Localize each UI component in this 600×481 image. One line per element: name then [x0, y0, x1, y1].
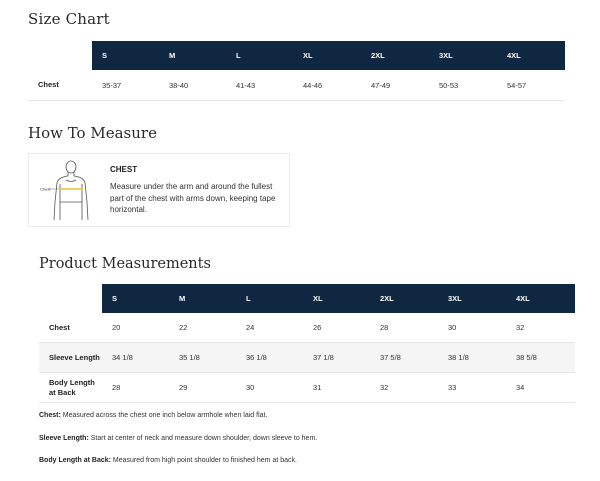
table-cell: 47-49	[361, 70, 429, 101]
product-header-row	[39, 284, 575, 313]
table-cell: 30	[236, 373, 303, 403]
table-cell: 54-57	[497, 70, 565, 101]
product-measurements-table	[39, 284, 575, 403]
header-corner	[39, 284, 102, 313]
size-header: 3XL	[438, 284, 506, 313]
table-row	[39, 313, 575, 343]
note-chest	[39, 412, 267, 419]
table-cell: 29	[169, 373, 236, 403]
size-header: XL	[303, 284, 370, 313]
table-cell: 33	[438, 373, 506, 403]
note-term: Sleeve Length:	[39, 435, 89, 442]
table-cell: 44-46	[293, 70, 361, 101]
row-label: Chest	[39, 313, 102, 343]
size-chart-table	[28, 41, 565, 101]
size-header: 2XL	[370, 284, 438, 313]
note-text: Measured across the chest one inch below armhole when laid flat.	[62, 412, 268, 419]
note-text: Start at center of neck and measure down shoulder, down sleeve to hem.	[90, 435, 318, 442]
size-chart-title: Size Chart	[28, 10, 110, 28]
table-cell: 41-43	[226, 70, 293, 101]
size-header: S	[102, 284, 169, 313]
note-body-length	[39, 457, 297, 464]
table-cell: 30	[438, 313, 506, 343]
figure-label: Chest	[40, 186, 51, 192]
note-text: Measured from high point shoulder to finished hem at back.	[112, 457, 297, 464]
header-corner	[28, 41, 92, 70]
table-cell: 32	[506, 313, 575, 343]
table-cell: 37 5/8	[370, 343, 438, 373]
product-measurements-title: Product Measurements	[39, 256, 211, 272]
table-cell: 50-53	[429, 70, 497, 101]
note-sleeve-length	[39, 435, 317, 442]
table-row	[28, 70, 565, 101]
table-cell: 22	[169, 313, 236, 343]
body-diagram-icon	[39, 158, 103, 224]
size-header: M	[169, 284, 236, 313]
size-header: XL	[293, 41, 361, 70]
table-cell: 35 1/8	[169, 343, 236, 373]
size-header: 3XL	[429, 41, 497, 70]
size-header: L	[226, 41, 293, 70]
table-cell: 28	[370, 313, 438, 343]
size-header: M	[159, 41, 226, 70]
table-cell: 26	[303, 313, 370, 343]
table-cell: 34	[506, 373, 575, 403]
table-cell: 31	[303, 373, 370, 403]
table-cell: 38 5/8	[506, 343, 575, 373]
table-cell: 38-40	[159, 70, 226, 101]
row-label: Sleeve Length	[39, 343, 102, 373]
table-row	[39, 343, 575, 373]
table-cell: 36 1/8	[236, 343, 303, 373]
table-cell: 34 1/8	[102, 343, 169, 373]
size-header: 4XL	[497, 41, 565, 70]
size-header: L	[236, 284, 303, 313]
table-cell: 20	[102, 313, 169, 343]
measure-card	[28, 153, 290, 227]
size-header: 2XL	[361, 41, 429, 70]
table-cell: 35-37	[92, 70, 159, 101]
note-term: Body Length at Back:	[39, 457, 111, 464]
table-cell: 32	[370, 373, 438, 403]
size-header: S	[92, 41, 159, 70]
table-cell: 38 1/8	[438, 343, 506, 373]
table-cell: 37 1/8	[303, 343, 370, 373]
table-cell: 24	[236, 313, 303, 343]
size-header: 4XL	[506, 284, 575, 313]
measure-instructions: Measure under the arm and around the fullest part of the chest with arms down, keeping tape horizontal.	[110, 182, 276, 214]
measure-heading: CHEST	[110, 165, 138, 174]
row-label: Chest	[28, 70, 92, 101]
note-term: Chest:	[39, 412, 61, 419]
table-row	[39, 373, 575, 403]
how-to-measure-title: How To Measure	[28, 124, 157, 142]
size-chart-header-row	[28, 41, 565, 70]
row-label: Body Length at Back	[39, 373, 102, 403]
table-cell: 28	[102, 373, 169, 403]
